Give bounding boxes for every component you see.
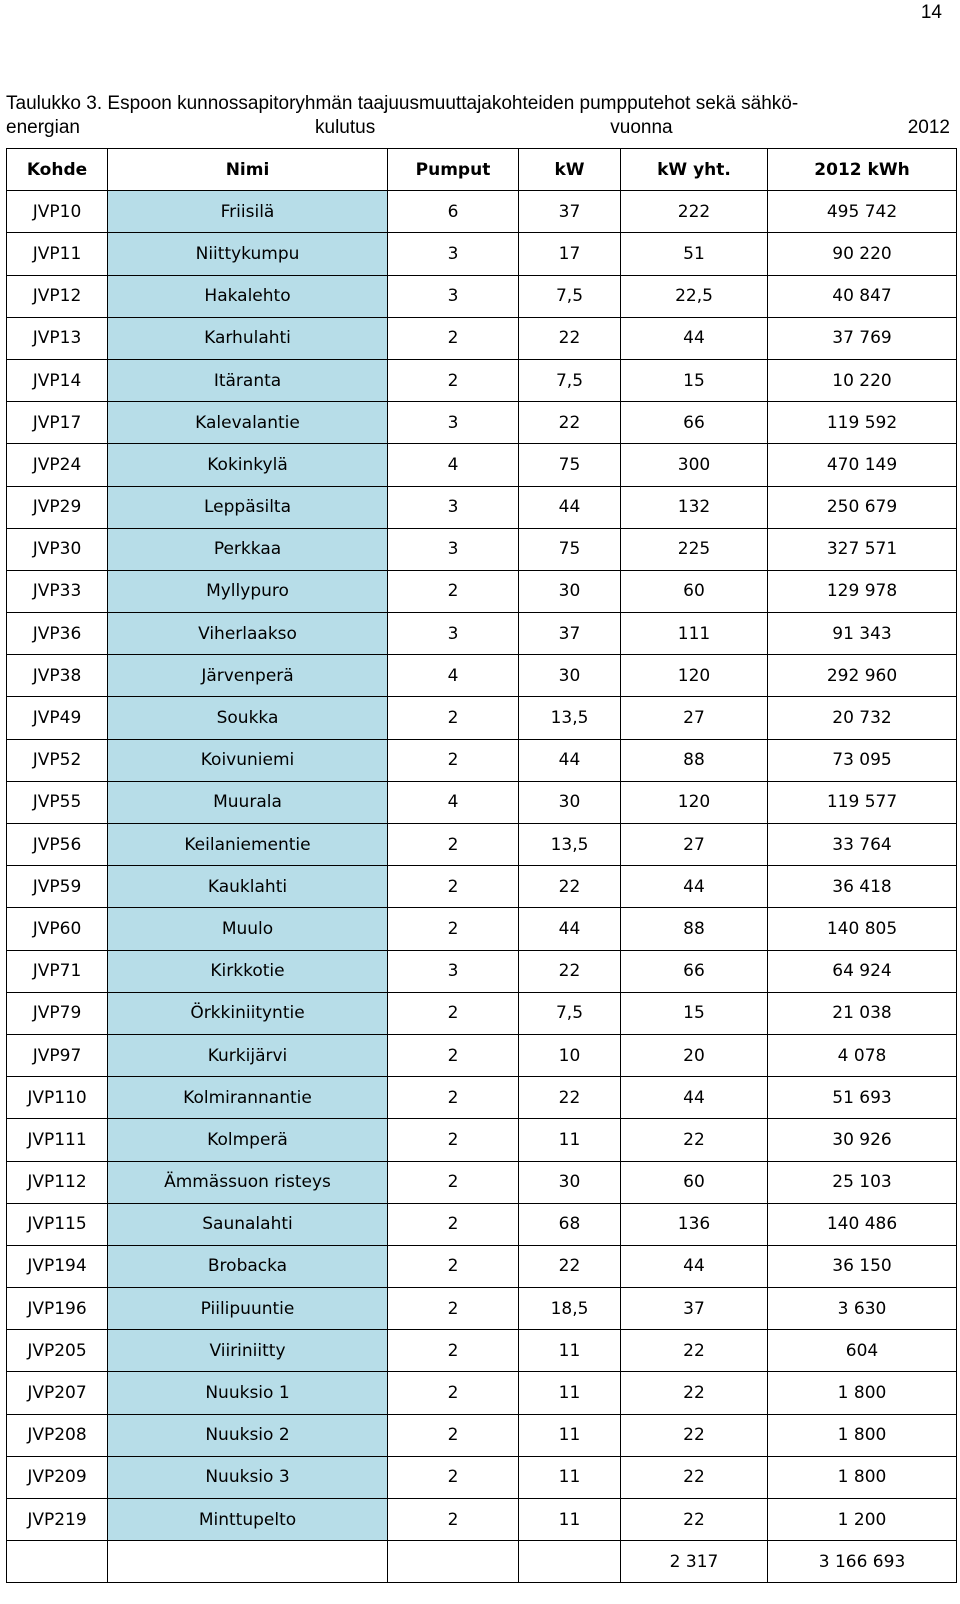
table-row	[7, 570, 957, 612]
cell-kw-yht: 22	[621, 1456, 768, 1498]
table-row	[7, 613, 957, 655]
cell-kohde: JVP38	[7, 655, 108, 697]
cell-kw-yht: 300	[621, 444, 768, 486]
table-row	[7, 444, 957, 486]
cell-pumput: 3	[388, 613, 519, 655]
cell-kw-yht: 222	[621, 191, 768, 233]
cell-kw-yht: 66	[621, 402, 768, 444]
cell-kw-yht: 15	[621, 359, 768, 401]
cell-kohde: JVP209	[7, 1456, 108, 1498]
cell-pumput: 4	[388, 655, 519, 697]
cell-kwh-2012: 36 150	[768, 1245, 957, 1287]
cell-nimi: Järvenperä	[108, 655, 388, 697]
cell-kohde: JVP24	[7, 444, 108, 486]
cell-kw: 44	[519, 908, 621, 950]
column-header-kw: kW	[519, 149, 621, 191]
cell-nimi: Keilaniementie	[108, 824, 388, 866]
column-header-nimi: Nimi	[108, 149, 388, 191]
cell-kwh-2012: 30 926	[768, 1119, 957, 1161]
cell-kw: 75	[519, 444, 621, 486]
cell-nimi: Perkkaa	[108, 528, 388, 570]
cell-kw-yht: 44	[621, 866, 768, 908]
cell-kwh-2012: 604	[768, 1330, 957, 1372]
caption-line-2	[6, 116, 950, 140]
total-pumput	[388, 1541, 519, 1583]
cell-kwh-2012: 4 078	[768, 1034, 957, 1076]
cell-kw-yht: 111	[621, 613, 768, 655]
cell-pumput: 4	[388, 444, 519, 486]
cell-kwh-2012: 3 630	[768, 1288, 957, 1330]
cell-nimi: Karhulahti	[108, 317, 388, 359]
cell-nimi: Kauklahti	[108, 866, 388, 908]
cell-nimi: Nuuksio 2	[108, 1414, 388, 1456]
cell-kwh-2012: 495 742	[768, 191, 957, 233]
cell-kw: 44	[519, 486, 621, 528]
cell-kohde: JVP12	[7, 275, 108, 317]
cell-kw: 11	[519, 1414, 621, 1456]
cell-pumput: 6	[388, 191, 519, 233]
cell-kohde: JVP71	[7, 950, 108, 992]
cell-pumput: 3	[388, 528, 519, 570]
cell-kohde: JVP205	[7, 1330, 108, 1372]
cell-kw: 11	[519, 1119, 621, 1161]
cell-kohde: JVP33	[7, 570, 108, 612]
table-row	[7, 950, 957, 992]
cell-kwh-2012: 21 038	[768, 992, 957, 1034]
column-header-kwh-2012: 2012 kWh	[768, 149, 957, 191]
cell-kw-yht: 88	[621, 739, 768, 781]
cell-pumput: 2	[388, 570, 519, 612]
cell-kohde: JVP10	[7, 191, 108, 233]
cell-kw-yht: 20	[621, 1034, 768, 1076]
cell-nimi: Nuuksio 1	[108, 1372, 388, 1414]
cell-kohde: JVP55	[7, 781, 108, 823]
cell-kohde: JVP219	[7, 1499, 108, 1541]
table-row	[7, 1288, 957, 1330]
cell-nimi: Saunalahti	[108, 1203, 388, 1245]
cell-kw-yht: 51	[621, 233, 768, 275]
table-row	[7, 359, 957, 401]
cell-kw: 11	[519, 1330, 621, 1372]
cell-kwh-2012: 51 693	[768, 1077, 957, 1119]
table-row	[7, 1372, 957, 1414]
cell-kwh-2012: 64 924	[768, 950, 957, 992]
table-row	[7, 655, 957, 697]
cell-kw-yht: 44	[621, 1077, 768, 1119]
total-kw-yht: 2 317	[621, 1541, 768, 1583]
cell-kw-yht: 22	[621, 1499, 768, 1541]
cell-kohde: JVP59	[7, 866, 108, 908]
cell-kw: 11	[519, 1499, 621, 1541]
cell-kw: 30	[519, 570, 621, 612]
cell-nimi: Leppäsilta	[108, 486, 388, 528]
cell-kohde: JVP208	[7, 1414, 108, 1456]
table-row	[7, 908, 957, 950]
cell-kw-yht: 15	[621, 992, 768, 1034]
table-row	[7, 402, 957, 444]
table-row	[7, 1119, 957, 1161]
cell-kw-yht: 22,5	[621, 275, 768, 317]
cell-kw: 30	[519, 781, 621, 823]
cell-kw-yht: 88	[621, 908, 768, 950]
cell-kohde: JVP194	[7, 1245, 108, 1287]
cell-kwh-2012: 91 343	[768, 613, 957, 655]
cell-kohde: JVP17	[7, 402, 108, 444]
caption-word: 2012	[907, 117, 950, 138]
caption-word: kulutus	[315, 117, 376, 138]
cell-nimi: Friisilä	[108, 191, 388, 233]
cell-kwh-2012: 1 800	[768, 1456, 957, 1498]
page-number: 14	[920, 2, 942, 23]
cell-kw-yht: 22	[621, 1119, 768, 1161]
cell-kohde: JVP79	[7, 992, 108, 1034]
cell-nimi: Kalevalantie	[108, 402, 388, 444]
cell-kw: 7,5	[519, 992, 621, 1034]
cell-kohde: JVP207	[7, 1372, 108, 1414]
cell-pumput: 2	[388, 1245, 519, 1287]
cell-kwh-2012: 250 679	[768, 486, 957, 528]
cell-pumput: 3	[388, 402, 519, 444]
cell-kw-yht: 22	[621, 1330, 768, 1372]
cell-kwh-2012: 292 960	[768, 655, 957, 697]
cell-nimi: Kokinkylä	[108, 444, 388, 486]
cell-pumput: 2	[388, 1119, 519, 1161]
cell-kw: 22	[519, 866, 621, 908]
table-row	[7, 739, 957, 781]
cell-kw: 22	[519, 402, 621, 444]
cell-kwh-2012: 36 418	[768, 866, 957, 908]
cell-kw: 30	[519, 655, 621, 697]
cell-kw: 68	[519, 1203, 621, 1245]
cell-kohde: JVP196	[7, 1288, 108, 1330]
table-row	[7, 486, 957, 528]
total-kohde	[7, 1541, 108, 1583]
cell-pumput: 2	[388, 739, 519, 781]
cell-kw: 22	[519, 317, 621, 359]
cell-pumput: 3	[388, 486, 519, 528]
cell-kwh-2012: 10 220	[768, 359, 957, 401]
cell-nimi: Kirkkotie	[108, 950, 388, 992]
cell-pumput: 2	[388, 1077, 519, 1119]
table-row	[7, 1077, 957, 1119]
cell-kohde: JVP60	[7, 908, 108, 950]
table-row	[7, 1330, 957, 1372]
cell-kwh-2012: 470 149	[768, 444, 957, 486]
cell-kohde: JVP112	[7, 1161, 108, 1203]
column-header-kohde: Kohde	[7, 149, 108, 191]
cell-kw-yht: 132	[621, 486, 768, 528]
cell-kw-yht: 44	[621, 317, 768, 359]
cell-kohde: JVP36	[7, 613, 108, 655]
cell-kw: 37	[519, 191, 621, 233]
cell-pumput: 2	[388, 824, 519, 866]
cell-pumput: 2	[388, 1499, 519, 1541]
table-row	[7, 1499, 957, 1541]
cell-pumput: 2	[388, 1330, 519, 1372]
cell-kwh-2012: 37 769	[768, 317, 957, 359]
table-row	[7, 233, 957, 275]
cell-kwh-2012: 33 764	[768, 824, 957, 866]
column-header-pumput: Pumput	[388, 149, 519, 191]
cell-nimi: Myllypuro	[108, 570, 388, 612]
cell-pumput: 2	[388, 1034, 519, 1076]
cell-kw: 13,5	[519, 697, 621, 739]
cell-kw-yht: 136	[621, 1203, 768, 1245]
cell-nimi: Muurala	[108, 781, 388, 823]
table-row	[7, 317, 957, 359]
cell-kw-yht: 225	[621, 528, 768, 570]
cell-kohde: JVP111	[7, 1119, 108, 1161]
cell-kw-yht: 60	[621, 570, 768, 612]
cell-pumput: 2	[388, 1288, 519, 1330]
cell-kwh-2012: 1 800	[768, 1372, 957, 1414]
cell-nimi: Kolmirannantie	[108, 1077, 388, 1119]
cell-kwh-2012: 20 732	[768, 697, 957, 739]
cell-kw: 75	[519, 528, 621, 570]
cell-pumput: 2	[388, 697, 519, 739]
cell-kohde: JVP97	[7, 1034, 108, 1076]
cell-nimi: Viherlaakso	[108, 613, 388, 655]
cell-kw: 7,5	[519, 359, 621, 401]
cell-pumput: 2	[388, 1372, 519, 1414]
cell-kwh-2012: 1 200	[768, 1499, 957, 1541]
cell-nimi: Minttupelto	[108, 1499, 388, 1541]
cell-kohde: JVP14	[7, 359, 108, 401]
cell-kwh-2012: 119 577	[768, 781, 957, 823]
cell-kw-yht: 22	[621, 1414, 768, 1456]
cell-kwh-2012: 140 486	[768, 1203, 957, 1245]
cell-nimi: Soukka	[108, 697, 388, 739]
cell-kohde: JVP115	[7, 1203, 108, 1245]
cell-kwh-2012: 1 800	[768, 1414, 957, 1456]
cell-kohde: JVP52	[7, 739, 108, 781]
table-row	[7, 992, 957, 1034]
cell-kwh-2012: 129 978	[768, 570, 957, 612]
table-row	[7, 1245, 957, 1287]
caption-line-1: Taulukko 3. Espoon kunnossapitoryhmän taajuusmuuttajakohteiden pumpputehot sekä sähkö-	[6, 93, 799, 114]
cell-kw: 18,5	[519, 1288, 621, 1330]
cell-kohde: JVP13	[7, 317, 108, 359]
table-row	[7, 1034, 957, 1076]
pump-power-table	[6, 148, 957, 1583]
cell-kw-yht: 44	[621, 1245, 768, 1287]
table-row	[7, 866, 957, 908]
cell-kw: 7,5	[519, 275, 621, 317]
cell-pumput: 4	[388, 781, 519, 823]
cell-kw: 22	[519, 950, 621, 992]
total-kw	[519, 1541, 621, 1583]
cell-nimi: Niittykumpu	[108, 233, 388, 275]
cell-kwh-2012: 140 805	[768, 908, 957, 950]
cell-pumput: 3	[388, 950, 519, 992]
cell-nimi: Viiriniitty	[108, 1330, 388, 1372]
cell-pumput: 2	[388, 866, 519, 908]
cell-kohde: JVP30	[7, 528, 108, 570]
cell-kw: 11	[519, 1456, 621, 1498]
cell-kw-yht: 120	[621, 655, 768, 697]
total-kwh-2012: 3 166 693	[768, 1541, 957, 1583]
cell-pumput: 2	[388, 1203, 519, 1245]
cell-nimi: Kolmperä	[108, 1119, 388, 1161]
cell-pumput: 2	[388, 1161, 519, 1203]
table-row	[7, 1203, 957, 1245]
table-header-row	[7, 149, 957, 191]
cell-kohde: JVP56	[7, 824, 108, 866]
cell-kw-yht: 60	[621, 1161, 768, 1203]
cell-kohde: JVP49	[7, 697, 108, 739]
caption-word: energian	[6, 117, 80, 138]
cell-pumput: 2	[388, 317, 519, 359]
cell-kohde: JVP11	[7, 233, 108, 275]
cell-pumput: 2	[388, 908, 519, 950]
cell-kw: 30	[519, 1161, 621, 1203]
cell-kw-yht: 37	[621, 1288, 768, 1330]
cell-nimi: Piilipuuntie	[108, 1288, 388, 1330]
table-row	[7, 1161, 957, 1203]
cell-kw: 13,5	[519, 824, 621, 866]
cell-nimi: Itäranta	[108, 359, 388, 401]
cell-nimi: Brobacka	[108, 1245, 388, 1287]
cell-kw-yht: 27	[621, 824, 768, 866]
table-row	[7, 697, 957, 739]
cell-kw-yht: 27	[621, 697, 768, 739]
cell-kw: 22	[519, 1077, 621, 1119]
table-body	[7, 191, 957, 1583]
cell-kwh-2012: 119 592	[768, 402, 957, 444]
column-header-kw-yht: kW yht.	[621, 149, 768, 191]
cell-kwh-2012: 327 571	[768, 528, 957, 570]
cell-kw: 37	[519, 613, 621, 655]
cell-kw: 44	[519, 739, 621, 781]
cell-kw-yht: 120	[621, 781, 768, 823]
cell-pumput: 3	[388, 233, 519, 275]
cell-nimi: Örkkiniityntie	[108, 992, 388, 1034]
cell-kw-yht: 22	[621, 1372, 768, 1414]
cell-kwh-2012: 73 095	[768, 739, 957, 781]
cell-kw-yht: 66	[621, 950, 768, 992]
table-row	[7, 824, 957, 866]
cell-kwh-2012: 25 103	[768, 1161, 957, 1203]
cell-pumput: 2	[388, 1456, 519, 1498]
table-row	[7, 781, 957, 823]
cell-pumput: 2	[388, 1414, 519, 1456]
cell-nimi: Nuuksio 3	[108, 1456, 388, 1498]
table-row	[7, 528, 957, 570]
cell-kw: 17	[519, 233, 621, 275]
table-row	[7, 1414, 957, 1456]
cell-pumput: 3	[388, 275, 519, 317]
caption-word: vuonna	[610, 117, 673, 138]
cell-kwh-2012: 90 220	[768, 233, 957, 275]
cell-nimi: Muulo	[108, 908, 388, 950]
cell-kw: 10	[519, 1034, 621, 1076]
cell-kohde: JVP110	[7, 1077, 108, 1119]
cell-kwh-2012: 40 847	[768, 275, 957, 317]
total-nimi	[108, 1541, 388, 1583]
totals-row	[7, 1541, 957, 1583]
table-caption	[6, 92, 950, 140]
cell-kw: 11	[519, 1372, 621, 1414]
cell-nimi: Koivuniemi	[108, 739, 388, 781]
table-row	[7, 275, 957, 317]
table-row	[7, 1456, 957, 1498]
cell-nimi: Ämmässuon risteys	[108, 1161, 388, 1203]
cell-kohde: JVP29	[7, 486, 108, 528]
cell-pumput: 2	[388, 359, 519, 401]
table-row	[7, 191, 957, 233]
cell-kw: 22	[519, 1245, 621, 1287]
cell-nimi: Kurkijärvi	[108, 1034, 388, 1076]
cell-nimi: Hakalehto	[108, 275, 388, 317]
cell-pumput: 2	[388, 992, 519, 1034]
